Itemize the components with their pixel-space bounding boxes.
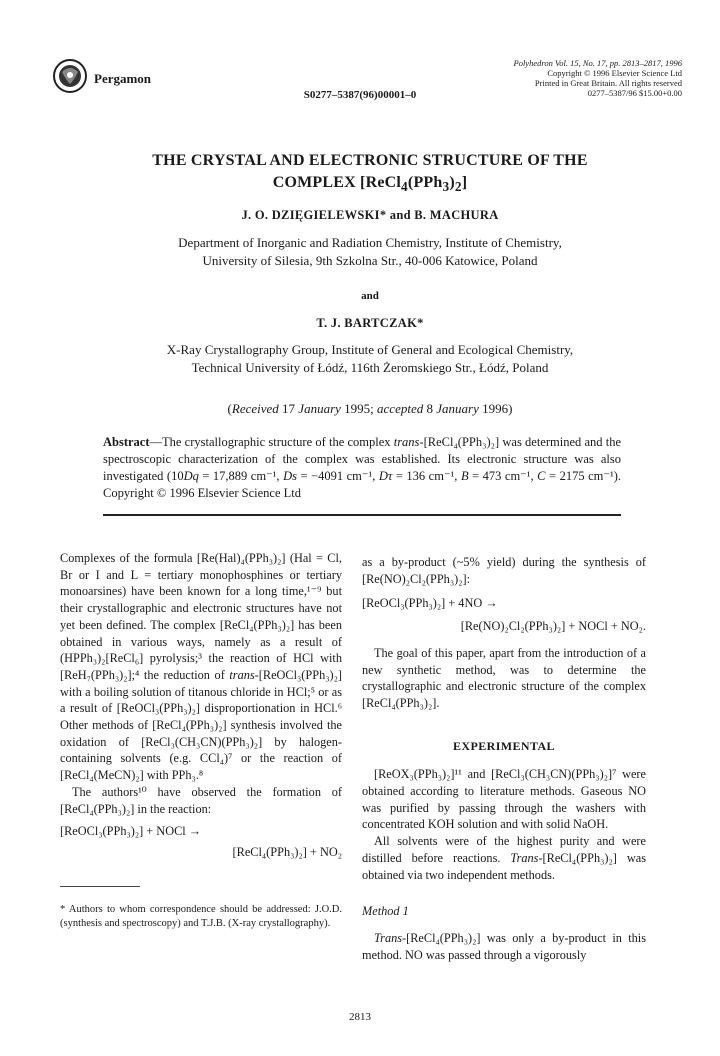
paragraph: Trans-[ReCl₄(PPh₃)₂] was only a by-product in this method. NO was passed through a vigorously — [362, 930, 646, 962]
paragraph: The authors¹⁰ have observed the formation of [ReCl₄(PPh₃)₂] in the reaction: — [60, 784, 342, 816]
body-column-right — [362, 554, 646, 963]
abstract-divider — [103, 514, 621, 516]
affiliation-1: Department of Inorganic and Radiation Chemistry, Institute of Chemistry, University of Silesia, 9th Szkolna Str., 40-006 Katowice, Poland — [178, 235, 562, 268]
received-dates: (Received 17 January 1995; accepted 8 January 1996) — [227, 401, 513, 416]
subsection-heading: Method 1 — [362, 904, 409, 919]
paragraph: [ReOX₃(PPh₃)₂]¹¹ and [ReCl₃(CH₃CN)(PPh₃)₂]⁷ were obtained according to literature methods. Gaseous NO was purified by passing through the washers with concentrated KOH solution and with solid NaOH. — [362, 767, 646, 832]
page-number: 2813 — [349, 1011, 371, 1023]
abstract: Abstract—The crystallographic structure of the complex trans-[ReCl₄(PPh₃)₂] was determined and the spectroscopic characterization of the complex was established. Its electronic structure was also investigated (10Dq = 17,889 cm⁻¹, Ds = −4091 cm⁻¹, Dτ = 136 cm⁻¹, B = 473 cm⁻¹, C = 2175 cm⁻¹). Copyright © 1996 Elsevier Science Ltd — [103, 435, 621, 500]
affiliation-2: X-Ray Crystallography Group, Institute of General and Ecological Chemistry, Technical University of Łódź, 116th Żeromskiego Str., Łódź, Poland — [166, 342, 574, 375]
paper-title — [90, 150, 650, 198]
equation: [ReOCl₃(PPh₃)₂] + 4NO → — [362, 596, 498, 611]
body-column-left — [60, 550, 342, 861]
journal-line: Polyhedron Vol. 15, No. 17, pp. 2813–2817, 1996 — [513, 58, 682, 68]
and-separator: and — [361, 290, 379, 302]
footnote-divider — [60, 886, 140, 887]
section-heading: EXPERIMENTAL — [453, 738, 555, 753]
paragraph: Complexes of the formula [Re(Hal)₄(PPh₃)₂] (Hal = Cl, Br or I and L = tertiary monophosphines or tertiary monoarsines) have been known for a long time,¹⁻⁹ but their crystallographic and electronic structures have not yet been defined. The complex [ReCl₄(PPh₃)₂] has been obtained in various ways, namely as a result of (HPPh₃)₂[ReCl₆] pyrolysis;³ the reaction of HCl with [ReH₇(PPh₃)₂];⁴ the reduction of trans-[ReOCl₃(PPh₃)₂] with a boiling solution of titanous chloride in HCl;⁵ or as a result of [ReOCl₃(PPh₃)₂] disproportionation in HCl.⁶ Other methods of [ReCl₄(PPh₃)₂] synthesis involved the oxidation of [ReCl₃(CH₃CN)(PPh₃)₂] by halogen-containing solvents (e.g. CCl₄)⁷ or the reaction of [ReCl₄(MeCN)₂] with PPh₃.⁸ — [60, 551, 342, 783]
publisher-name: Pergamon — [94, 71, 152, 86]
journal-line: 0277–5387/96 $15.00+0.00 — [587, 88, 682, 98]
journal-line: Copyright © 1996 Elsevier Science Ltd — [547, 68, 682, 78]
equation: [ReCl₄(PPh₃)₂] + NO₂ — [232, 844, 342, 859]
journal-line: Printed in Great Britain. All rights reserved — [534, 78, 682, 88]
authors-group-2: T. J. BARTCZAK* — [316, 316, 424, 330]
title-line-1: THE CRYSTAL AND ELECTRONIC STRUCTURE OF THE — [152, 152, 588, 169]
paragraph: as a by-product (~5% yield) during the synthesis of [Re(NO)₂Cl₂(PPh₃)₂]: — [362, 555, 646, 586]
doi: S0277–5387(96)00001–0 — [303, 89, 417, 101]
authors-group-1: J. O. DZIĘGIELEWSKI* and B. MACHURA — [241, 208, 499, 222]
paragraph: The goal of this paper, apart from the introduction of a new synthetic method, was to determine the crystallographic and electronic structure of the complex [ReCl₄(PPh₃)₂]. — [362, 645, 646, 710]
paragraph: All solvents were of the highest purity and were distilled before reactions. Trans-[ReCl₄(PPh₃)₂] was obtained via two independent methods. — [362, 834, 646, 882]
equation: [Re(NO)₂Cl₂(PPh₃)₂] + NOCl + NO₂. — [460, 619, 646, 634]
equation: [ReOCl₃(PPh₃)₂] + NOCl → — [60, 824, 202, 839]
title-line-2: COMPLEX $[ReCl_4(PPh_3)_2]$ — [272, 174, 468, 195]
footnote: * Authors to whom correspondence should be addressed: J.O.D. (synthesis and spectroscopy) and T.J.B. (X-ray crystallography). — [60, 904, 342, 929]
